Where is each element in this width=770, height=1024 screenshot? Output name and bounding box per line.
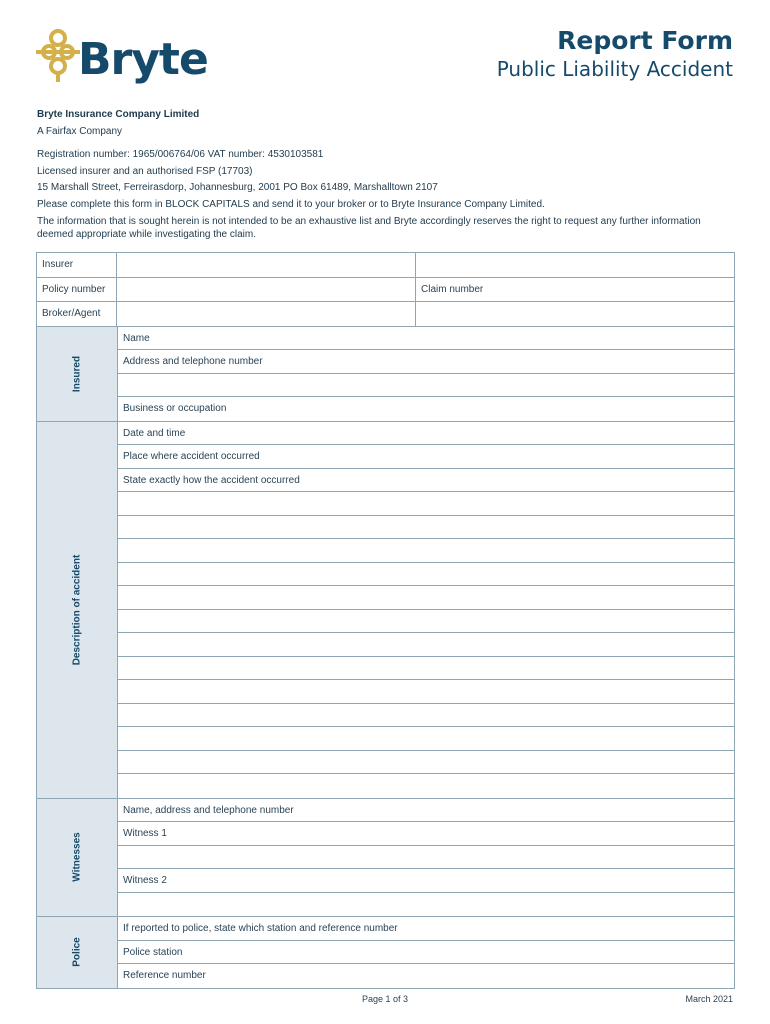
disclaimer-text: The information that is sought herein is not intended to be an exhaustive list and Bryte accordingly reserves the right to request any further information deemed appropriate while investigating the claim. xyxy=(37,216,701,240)
insurer-row xyxy=(37,253,734,278)
company-name: Bryte Insurance Company Limited xyxy=(37,109,200,120)
brand-name: Bryte xyxy=(78,34,208,85)
licence-text: Licensed insurer and an authorised FSP (17703) xyxy=(37,165,253,177)
police-intro: If reported to police, state which station and reference number xyxy=(118,917,734,941)
page-number: Page 1 of 3 xyxy=(361,994,409,1004)
witness-2-line-2[interactable] xyxy=(118,893,734,917)
accident-line[interactable] xyxy=(118,492,734,516)
insured-business-field[interactable]: Business or occupation xyxy=(123,403,227,414)
police-reference-field[interactable]: Reference number xyxy=(123,970,206,981)
accident-how-field[interactable]: State exactly how the accident occurred xyxy=(118,469,734,493)
police-station-field[interactable]: Police station xyxy=(118,941,734,965)
accident-line[interactable] xyxy=(118,516,734,540)
accident-place-field[interactable]: Place where accident occurred xyxy=(118,445,734,469)
broker-label: Broker/Agent xyxy=(37,302,117,326)
accident-line[interactable] xyxy=(118,727,734,751)
registration-text: Registration number: 1965/006764/06 VAT number: 4530103581 xyxy=(37,149,324,160)
insurer-field-extra[interactable] xyxy=(416,253,734,277)
police-section xyxy=(37,917,734,989)
company-info xyxy=(37,107,737,241)
instruction-text: Please complete this form in BLOCK CAPITALS and send it to your broker or to Bryte Insurance Company Limited. xyxy=(37,198,545,210)
accident-date-field[interactable]: Date and time xyxy=(118,422,734,446)
page-subtitle: Public Liability Accident xyxy=(496,57,733,81)
accident-line[interactable] xyxy=(118,586,734,610)
insurer-field[interactable] xyxy=(117,253,416,277)
accident-line[interactable] xyxy=(118,680,734,704)
policy-number-label: Policy number xyxy=(37,278,117,302)
address-text: 15 Marshall Street, Ferreirasdorp, Johannesburg, 2001 PO Box 61489, Marshalltown 2107 xyxy=(37,182,438,193)
witness-1-line-2[interactable] xyxy=(118,846,734,870)
accident-line[interactable] xyxy=(118,633,734,657)
broker-field[interactable] xyxy=(117,302,416,326)
claim-number-field[interactable] xyxy=(416,278,734,302)
broker-row xyxy=(37,302,734,327)
bryte-logo xyxy=(36,26,216,96)
insured-address-line-2[interactable] xyxy=(118,374,734,398)
police-side-label: Police xyxy=(37,917,118,988)
accident-line[interactable] xyxy=(118,657,734,681)
form-date: March 2021 xyxy=(685,994,733,1004)
insured-name-field[interactable]: Name xyxy=(118,327,734,351)
page-title: Report Form xyxy=(557,26,733,55)
witness-1-field[interactable]: Witness 1 xyxy=(118,822,734,846)
witness-2-field[interactable]: Witness 2 xyxy=(118,869,734,893)
accident-line[interactable] xyxy=(118,610,734,634)
knot-icon xyxy=(36,26,80,82)
accident-side-label: Description of accident xyxy=(37,422,118,798)
accident-line[interactable] xyxy=(118,704,734,728)
insured-side-label: Insured xyxy=(37,327,118,421)
claim-number-label: Claim number xyxy=(421,283,484,295)
accident-line[interactable] xyxy=(118,563,734,587)
broker-field-extra[interactable] xyxy=(416,302,734,326)
report-form xyxy=(36,252,735,989)
witnesses-section xyxy=(37,799,734,918)
accident-section xyxy=(37,422,734,799)
insurer-label: Insurer xyxy=(37,253,117,277)
insured-section xyxy=(37,327,734,422)
insured-address-field[interactable]: Address and telephone number xyxy=(118,350,734,374)
accident-line[interactable] xyxy=(118,539,734,563)
witnesses-side-label: Witnesses xyxy=(37,799,118,917)
company-parent: A Fairfax Company xyxy=(37,125,123,137)
accident-line[interactable] xyxy=(118,751,734,775)
policy-row xyxy=(37,278,734,303)
accident-line[interactable] xyxy=(118,774,734,798)
form-title-block xyxy=(497,26,733,82)
witnesses-intro: Name, address and telephone number xyxy=(118,799,734,823)
policy-number-field[interactable] xyxy=(117,278,416,302)
